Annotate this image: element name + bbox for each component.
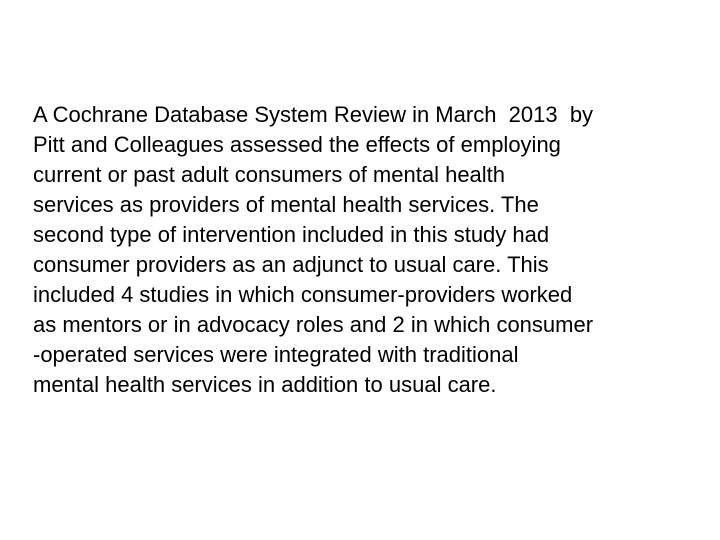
text-line-5: second type of intervention included in this study had bbox=[33, 222, 550, 247]
text-line-10: mental health services in addition to usual care. bbox=[33, 372, 497, 397]
text-line-1: A Cochrane Database System Review in March 2013 by bbox=[33, 102, 594, 127]
text-line-6: consumer providers as an adjunct to usual care. This bbox=[33, 252, 549, 277]
text-line-7: included 4 studies in which consumer-providers worked bbox=[33, 282, 573, 307]
text-line-2: Pitt and Colleagues assessed the effects of employing bbox=[33, 132, 561, 157]
text-line-4: services as providers of mental health services. The bbox=[33, 192, 539, 217]
text-line-3: current or past adult consumers of mental health bbox=[33, 162, 506, 187]
text-line-8: as mentors or in advocacy roles and 2 in which consumer bbox=[33, 312, 594, 337]
text-line-9: -operated services were integrated with traditional bbox=[33, 342, 519, 367]
body-paragraph bbox=[33, 100, 703, 400]
